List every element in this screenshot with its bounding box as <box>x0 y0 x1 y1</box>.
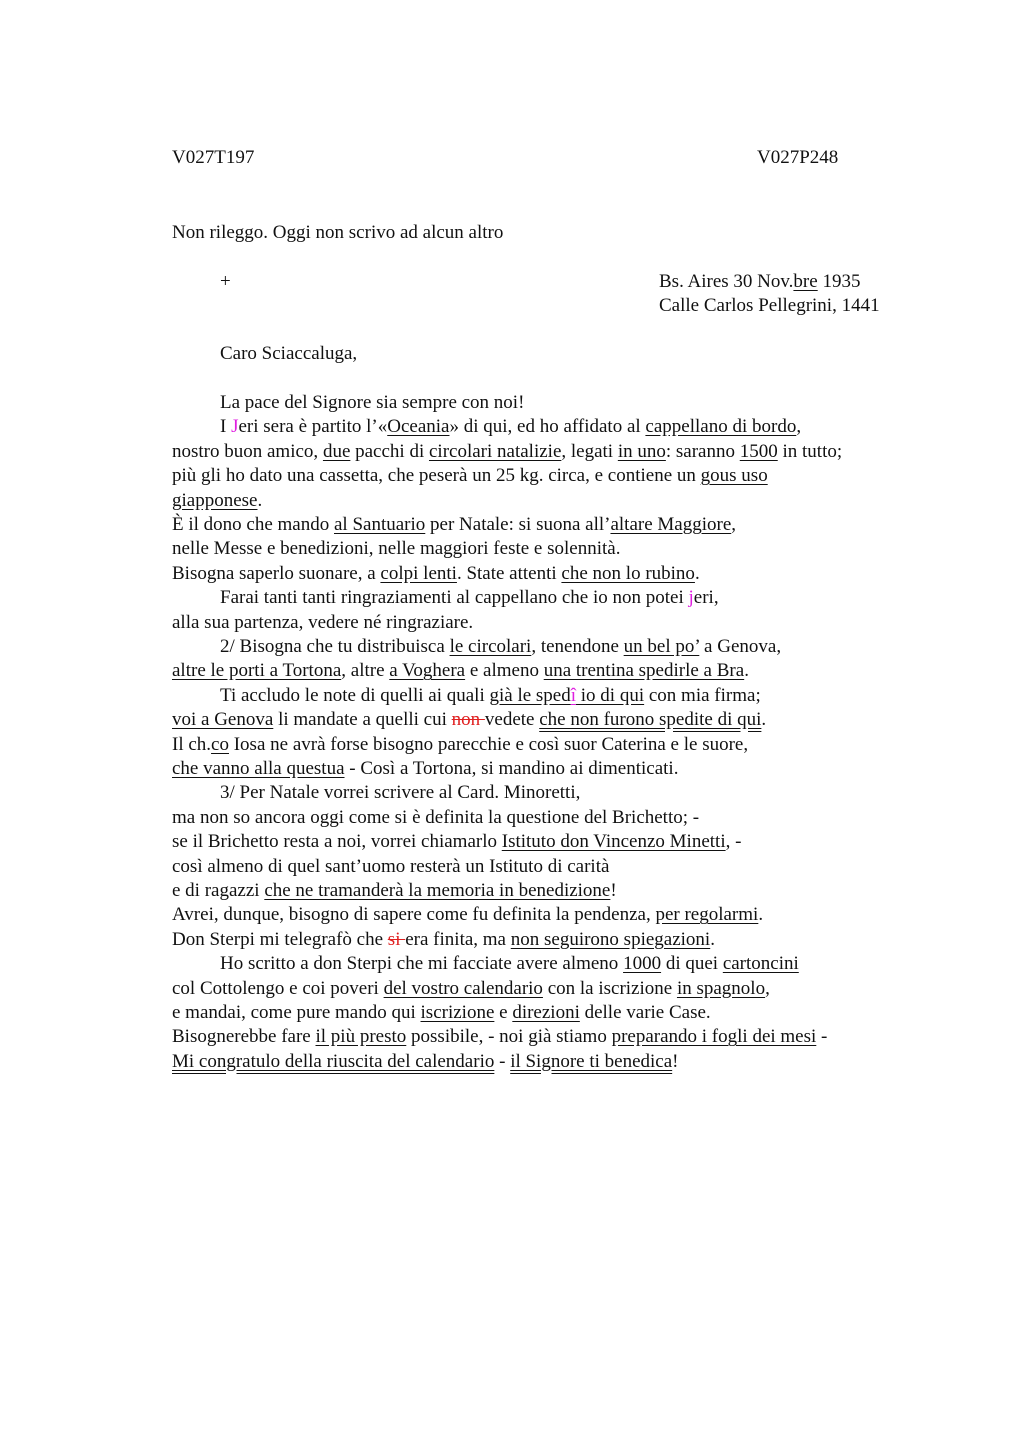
body-line <box>172 757 678 781</box>
text-segment: . <box>744 660 749 682</box>
text-segment: Don Sterpi mi telegrafò che <box>172 928 388 950</box>
text-segment: eri, <box>693 587 719 609</box>
body-line <box>220 586 719 610</box>
text-segment: non <box>451 709 485 731</box>
body-line <box>172 659 749 683</box>
text-segment: co <box>211 733 229 755</box>
text-segment: . <box>761 709 767 731</box>
text-segment: possibile, - noi già stiamo <box>406 1026 612 1048</box>
body-line <box>172 708 766 732</box>
body-line <box>172 928 715 952</box>
cross-mark: + <box>220 271 231 292</box>
text-segment: , legati <box>561 440 618 462</box>
body-line <box>172 1050 679 1074</box>
body-line <box>172 513 736 537</box>
text-segment: 2/ Bisogna che tu distribuisca <box>220 636 450 657</box>
text-segment: Oceania <box>387 416 450 438</box>
text-segment: non seguirono spiegazioni <box>510 928 711 950</box>
text-segment: preparando i fogli dei mesi <box>611 1026 817 1048</box>
text-segment: - Così a Tortona, si mandino ai dimenticati. <box>344 758 679 779</box>
body-line <box>172 464 768 488</box>
body-line <box>172 562 700 586</box>
place-date-line <box>659 270 860 294</box>
body-line <box>220 635 781 659</box>
text-segment: . <box>257 489 263 511</box>
body-line <box>172 440 842 464</box>
text-segment: che non lo rubino <box>561 562 695 584</box>
text-segment: , <box>765 977 770 999</box>
text-segment: ! <box>610 880 617 901</box>
text-segment: in spagnolo <box>676 977 766 999</box>
text-segment: - <box>816 1026 828 1048</box>
text-segment: J <box>231 416 239 438</box>
text-segment: e di ragazzi <box>172 880 265 901</box>
right-code: V027P248 <box>757 147 839 168</box>
text-segment: Bisognerebbe fare <box>172 1026 316 1048</box>
text-segment: voi a Genova <box>172 709 274 731</box>
place-date-part: bre <box>793 271 818 292</box>
text-segment: che vanno alla questua <box>172 758 345 779</box>
body-line <box>172 537 620 561</box>
text-segment: se il Brichetto resta a noi, vorrei chiamarlo <box>172 831 502 853</box>
text-segment: a Genova, <box>699 636 782 657</box>
text-segment: una trentina spedirle a Bra <box>543 660 745 682</box>
body-line <box>220 391 524 415</box>
text-segment: . <box>710 928 715 950</box>
text-segment: delle varie Case. <box>579 1002 711 1023</box>
text-segment: nelle Messe e benedizioni, nelle maggiori feste e solennità. <box>172 538 621 560</box>
text-segment: che non furono spedite di qui <box>539 709 762 731</box>
text-segment: e mandai, come pure mando qui <box>172 1002 421 1023</box>
body-line <box>172 903 763 927</box>
place-date-part: Bs. Aires 30 Nov. <box>659 271 794 292</box>
text-segment: . State attenti <box>456 562 562 584</box>
body-line <box>220 781 580 805</box>
text-segment: : saranno <box>665 440 740 462</box>
text-segment: cartoncini <box>722 953 799 975</box>
text-segment: , - <box>725 831 742 853</box>
greeting: Caro Sciaccaluga, <box>220 343 358 364</box>
text-segment: eri sera è partito l’« <box>238 416 388 438</box>
text-segment: era finita, ma <box>405 928 511 950</box>
body-line <box>172 1001 711 1025</box>
text-segment: un bel po’ <box>623 636 700 657</box>
text-segment: con la iscrizione <box>542 977 677 999</box>
text-segment: e <box>494 1002 513 1023</box>
text-segment: per Natale: si suona all’ <box>425 514 611 535</box>
text-segment: con mia firma; <box>644 684 761 706</box>
text-segment: , altre <box>341 660 390 682</box>
text-segment: . <box>758 904 764 926</box>
text-segment: altre le porti a Tortona <box>172 660 342 682</box>
text-segment: col Cottolengo e coi poveri <box>172 977 384 999</box>
text-segment: di quei <box>661 953 723 975</box>
text-segment: , <box>731 514 737 535</box>
text-segment: e almeno <box>465 660 544 682</box>
text-segment: I <box>220 416 232 438</box>
body-line <box>220 952 799 976</box>
text-segment: il più presto <box>315 1026 407 1048</box>
body-line <box>172 806 699 830</box>
text-segment: » di qui, ed ho affidato al <box>449 416 646 438</box>
text-segment: Istituto don Vincenzo Minetti <box>501 831 726 853</box>
text-segment: 3/ Per Natale vorrei scrivere al Card. Minoretti, <box>220 782 581 804</box>
text-segment: del vostro calendario <box>383 977 543 999</box>
text-segment: io di qui <box>576 684 645 706</box>
address-line: Calle Carlos Pellegrini, 1441 <box>659 295 880 316</box>
body-line <box>172 830 741 854</box>
text-segment: , tenendone <box>531 636 624 657</box>
left-code: V027T197 <box>172 147 255 168</box>
text-segment: . <box>694 562 700 584</box>
body-line <box>172 855 609 879</box>
text-segment: due <box>322 440 351 462</box>
text-segment: cappellano di bordo <box>645 416 797 438</box>
body-line <box>172 611 473 635</box>
text-segment: gous uso <box>700 465 768 487</box>
text-segment: Avrei, dunque, bisogno di sapere come fu definita la pendenza, <box>172 904 656 926</box>
text-segment: al Santuario <box>334 514 426 535</box>
text-segment: in uno <box>617 440 666 462</box>
text-segment: già le sped <box>489 684 571 706</box>
text-segment: si <box>387 928 406 950</box>
body-line <box>172 733 748 757</box>
body-line <box>172 489 262 513</box>
text-segment: così almeno di quel sant’uomo resterà un Istituto di carità <box>172 855 610 877</box>
text-segment: 1000 <box>623 953 662 975</box>
text-segment: Ho scritto a don Sterpi che mi facciate avere almeno <box>220 953 624 975</box>
text-segment: che ne tramanderà la memoria in benedizione <box>264 880 611 901</box>
text-segment: in tutto; <box>777 440 843 462</box>
text-segment: Ti accludo le note di quelli ai quali <box>220 684 490 706</box>
text-segment: nostro buon amico, <box>172 440 323 462</box>
text-segment: colpi lenti <box>380 562 457 584</box>
text-segment: vedete <box>484 709 540 731</box>
text-segment: ma non so ancora oggi come si è definita la questione del Brichetto; - <box>172 806 700 828</box>
text-segment: 1500 <box>739 440 778 462</box>
text-segment: La pace del Signore sia sempre con noi! <box>220 392 525 413</box>
text-segment: alla sua partenza, vedere né ringraziare. <box>172 611 474 633</box>
text-segment: È il dono che mando <box>172 514 334 535</box>
text-segment: , <box>796 416 802 438</box>
text-segment: circolari natalizie <box>428 440 562 462</box>
text-segment: Iosa ne avrà forse bisogno parecchie e così suor Caterina e le suore, <box>228 733 749 755</box>
text-segment: iscrizione <box>420 1002 495 1023</box>
text-segment: j <box>688 587 694 609</box>
text-segment: per regolarmi <box>655 904 759 926</box>
place-date-part: 1935 <box>817 271 861 292</box>
body-line <box>172 879 617 903</box>
text-segment: a Voghera <box>389 660 466 682</box>
note-line: Non rileggo. Oggi non scrivo ad alcun altro <box>172 222 504 243</box>
text-segment: pacchi di <box>350 440 429 462</box>
text-segment: Mi congratulo della riuscita del calendario <box>172 1050 495 1072</box>
text-segment: le circolari <box>449 636 532 657</box>
text-segment: più gli ho dato una cassetta, che peserà un 25 kg. circa, e contiene un <box>172 465 701 487</box>
text-segment: Farai tanti tanti ringraziamenti al cappellano che io non potei <box>220 587 689 609</box>
text-segment: giapponese <box>172 489 258 511</box>
body-line <box>220 415 801 439</box>
body-line <box>172 977 770 1001</box>
text-segment: altare Maggiore <box>610 514 732 535</box>
text-segment: ! <box>672 1050 679 1072</box>
text-segment: li mandate a quelli cui <box>273 709 452 731</box>
text-segment: î <box>570 684 577 706</box>
text-segment: Bisogna saperlo suonare, a <box>172 562 381 584</box>
text-segment: Il ch. <box>172 733 212 755</box>
body-line <box>172 1025 827 1049</box>
body-line <box>220 684 761 708</box>
text-segment: il Signore ti benedica <box>510 1050 673 1072</box>
text-segment: - <box>494 1050 511 1072</box>
text-segment: direzioni <box>512 1002 580 1023</box>
